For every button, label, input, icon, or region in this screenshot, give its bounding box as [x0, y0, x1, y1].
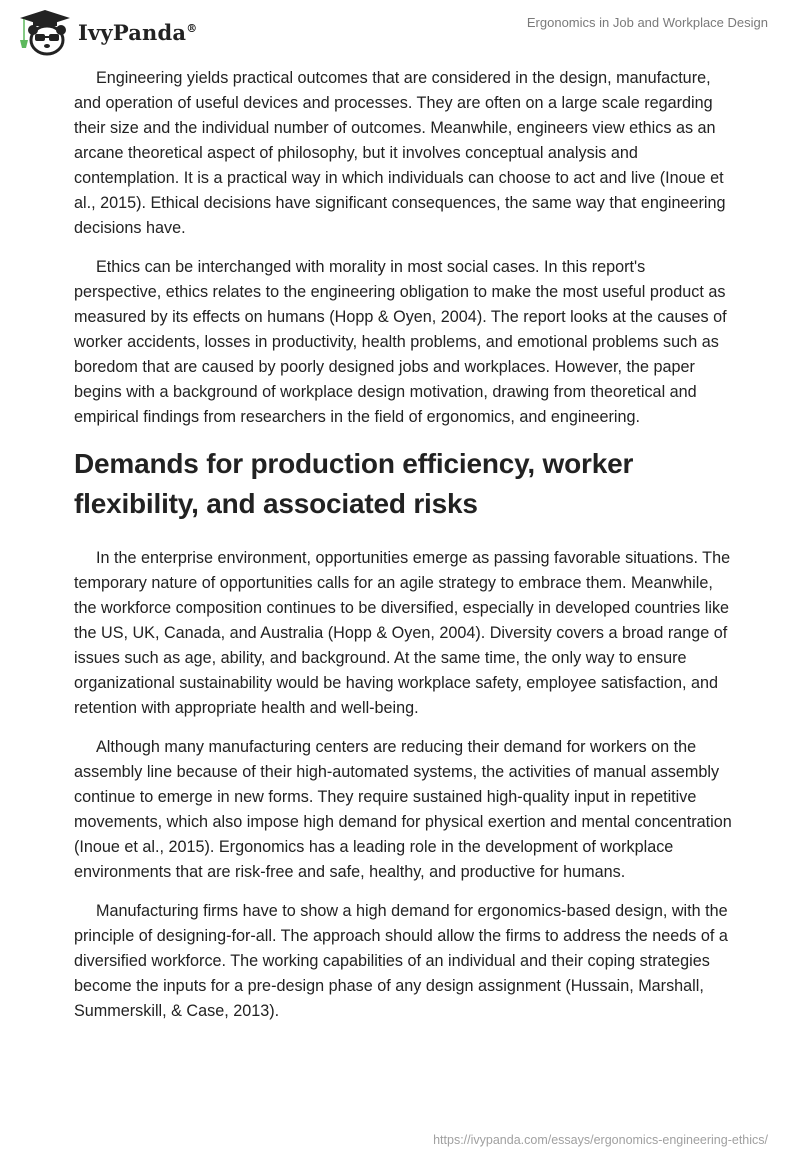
page-header — [0, 0, 800, 60]
paragraph: Although many manufacturing centers are reducing their demand for workers on the assembly line because of their high-automated systems, the activities of manual assembly continue to emerge in new forms. They require sustained high-quality input in repetitive movements, which also impose high demand for physical exertion and mental concentration (Inoue et al., 2015). Ergonomics has a leading role in the development of workplace environments that are risk-free and safe, healthy, and productive for humans. — [74, 738, 732, 881]
panda-graduate-icon — [18, 8, 72, 56]
paragraph: Ethics can be interchanged with morality in most social cases. In this report's perspective, ethics relates to the engineering obligation to make the most useful product as measured by its effects on humans (Hopp & Oyen, 2004). The report looks at the causes of worker accidents, losses in productivity, health problems, and emotional problems such as boredom that are caused by poorly designed jobs and workplaces. However, the paper begins with a background of workplace design motivation, drawing from theoretical and empirical findings from researchers in the field of ergonomics, and engineering. — [74, 258, 727, 426]
ivypanda-logo[interactable] — [18, 8, 197, 56]
brand-name: IvyPanda® — [78, 19, 198, 45]
source-url-link[interactable]: https://ivypanda.com/essays/ergonomics-engineering-ethics/ — [433, 1133, 768, 1147]
section-heading: Demands for production efficiency, worker flexibility, and associated risks — [74, 448, 634, 519]
paragraph: In the enterprise environment, opportunities emerge as passing favorable situations. The temporary nature of opportunities calls for an agile strategy to embrace them. Meanwhile, the workforce composition continues to be diversified, especially in developed countries like the US, UK, Canada, and Australia (Hopp & Oyen, 2004). Diversity covers a broad range of issues such as age, ability, and background. At the same time, the only way to ensure organizational sustainability would be having workplace safety, employee satisfaction, and retention with appropriate health and well-being. — [74, 549, 731, 717]
paragraph: Engineering yields practical outcomes that are considered in the design, manufacture, and operation of useful devices and processes. They are often on a large scale regarding their size and the individual number of outcomes. Meanwhile, engineers view ethics as an arcane theoretical aspect of philosophy, but it involves conceptual analysis and contemplation. It is a practical way in which individuals can choose to act and live (Inoue et al., 2015). Ethical decisions have significant consequences, the same way that engineering decisions have. — [74, 69, 726, 237]
paragraph: Manufacturing firms have to show a high demand for ergonomics-based design, with the principle of designing-for-all. The approach should allow the firms to address the needs of a diversified workforce. The working capabilities of an individual and their coping strategies become the inputs for a pre-design phase of any design assignment (Hussain, Marshall, Summerskill, & Case, 2013). — [74, 902, 728, 1020]
essay-body — [74, 66, 734, 1038]
document-title: Ergonomics in Job and Workplace Design — [526, 15, 768, 30]
